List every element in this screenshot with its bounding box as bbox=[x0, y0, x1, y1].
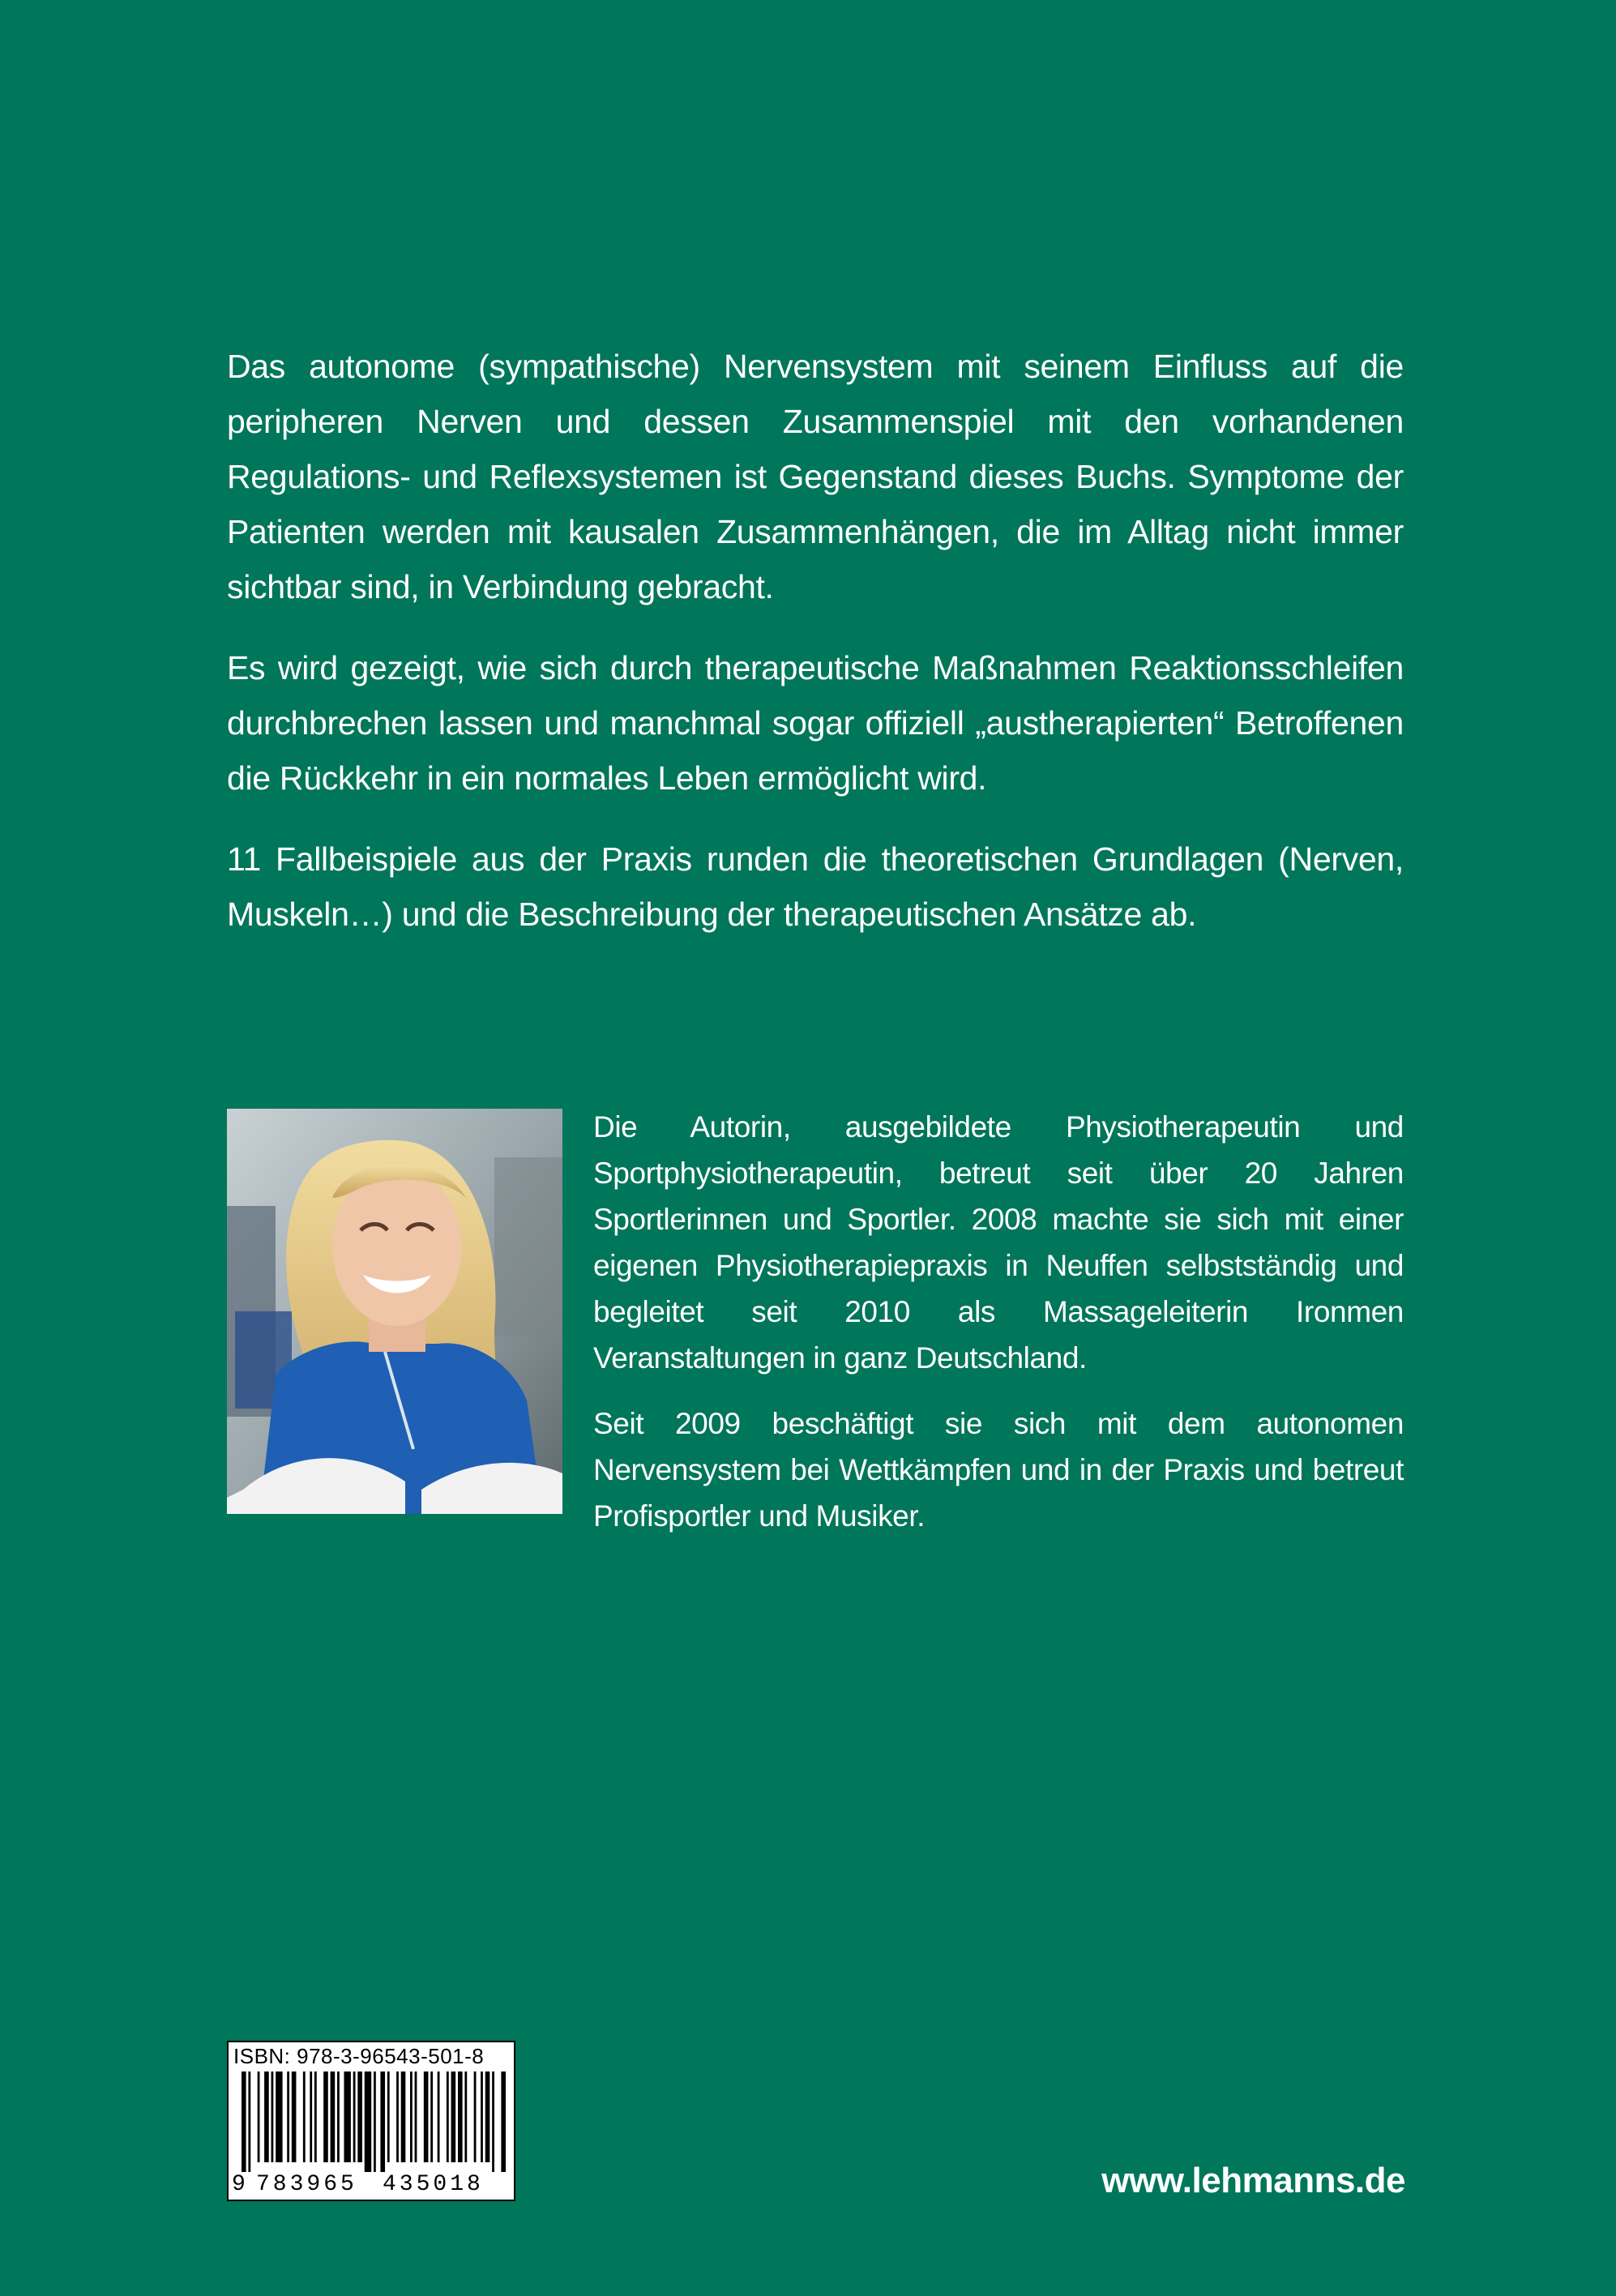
barcode-bar bbox=[323, 2072, 328, 2162]
barcode-bar bbox=[458, 2072, 463, 2162]
barcode-bar bbox=[424, 2072, 429, 2162]
barcode-bar bbox=[353, 2072, 356, 2162]
barcode-bars bbox=[242, 2072, 506, 2172]
blurb-paragraph-1: Das autonome (sympathische) Nervensystem mit seinem Einfluss auf die peripheren Nerven und dessen Zusammenspiel mit den vorhandenen Regulations- und Reflexsystemen ist Gegenstand dieses Buchs. Symptome der Patienten werden mit kausalen Zusammenhängen, die im Alltag nicht immer sichtbar sind, in Verbindung gebracht. bbox=[227, 348, 1404, 605]
barcode-bar bbox=[264, 2072, 269, 2162]
barcode-bar bbox=[410, 2072, 413, 2162]
blurb-paragraph-2: Es wird gezeigt, wie sich durch therapeutische Maßnahmen Reaktionsschleifen durchbrechen lassen und manchmal sogar offiziell „austherapierten“ Betroffenen die Rückkehr in ein normales Leben ermöglicht wird. bbox=[227, 649, 1404, 797]
barcode-bar bbox=[337, 2072, 340, 2162]
author-bio bbox=[593, 1104, 1404, 1558]
barcode-bar bbox=[248, 2072, 250, 2172]
barcode-digits-left: 783965 bbox=[256, 2172, 357, 2197]
barcode-bar bbox=[501, 2072, 506, 2172]
blurb-paragraph-3: 11 Fallbeispiele aus der Praxis runden die theoretischen Grundlagen (Nerven, Muskeln…) und die Beschreibung der therapeutischen Ansätze ab. bbox=[227, 840, 1404, 933]
cover-blurb bbox=[227, 339, 1404, 968]
author-bio-paragraph-2: Seit 2009 beschäftigt sie sich mit dem autonomen Nervensystem bei Wettkämpfen und in der Praxis und betreut Profisportler und Musiker. bbox=[593, 1407, 1404, 1533]
isbn-barcode bbox=[227, 2041, 515, 2201]
barcode-bar bbox=[287, 2072, 289, 2162]
barcode-bar bbox=[271, 2072, 274, 2162]
barcode-bar bbox=[474, 2072, 477, 2162]
barcode-bar bbox=[344, 2072, 350, 2162]
barcode-bar bbox=[357, 2072, 362, 2162]
barcode-bar bbox=[485, 2072, 490, 2162]
barcode-bar bbox=[292, 2072, 297, 2162]
barcode-bar bbox=[303, 2072, 306, 2162]
barcode-bar bbox=[492, 2072, 494, 2172]
isbn-label: ISBN: 978-3-96543-501-8 bbox=[233, 2044, 485, 2068]
barcode-bar bbox=[331, 2072, 336, 2162]
author-portrait-illustration bbox=[227, 1109, 562, 1514]
barcode-bar bbox=[258, 2072, 260, 2162]
barcode-bar bbox=[365, 2072, 371, 2172]
barcode-bar bbox=[438, 2072, 440, 2162]
barcode-bar bbox=[401, 2072, 406, 2162]
barcode-bar bbox=[310, 2072, 312, 2162]
barcode-bar bbox=[481, 2072, 483, 2162]
barcode-bar bbox=[447, 2072, 449, 2162]
barcode-bar bbox=[314, 2072, 317, 2162]
barcode-bar bbox=[242, 2072, 246, 2172]
barcode-digits-right: 435018 bbox=[383, 2172, 484, 2197]
barcode-bar bbox=[276, 2072, 282, 2162]
barcode-bar bbox=[415, 2072, 417, 2162]
barcode-digits bbox=[229, 2172, 514, 2200]
barcode-bar bbox=[380, 2072, 385, 2172]
author-photo bbox=[227, 1109, 562, 1514]
barcode-bar bbox=[374, 2072, 376, 2172]
barcode-bar bbox=[430, 2072, 433, 2162]
barcode-bar bbox=[396, 2072, 399, 2162]
publisher-website[interactable]: www.lehmanns.de bbox=[1101, 2161, 1405, 2200]
barcode-bar bbox=[451, 2072, 456, 2162]
author-bio-paragraph-1: Die Autorin, ausgebildete Physiotherapeutin und Sportphysiotherapeutin, betreut seit über 20 Jahren Sportlerinnen und Sportler. 2008 machte sie sich mit einer eigenen Physiotherapiepraxis in Neuffen selbstständig und begleitet seit 2010 als Massageleiterin Ironmen Veranstaltungen in ganz Deutschland. bbox=[593, 1110, 1404, 1375]
barcode-bar bbox=[464, 2072, 467, 2162]
barcode-bar bbox=[387, 2072, 390, 2162]
barcode-digit-first: 9 bbox=[232, 2172, 246, 2197]
